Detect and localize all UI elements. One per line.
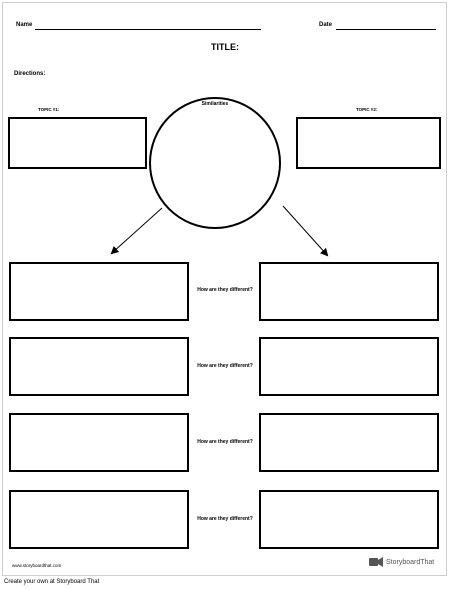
footer-site[interactable]: www.storyboardthat.com: [12, 563, 62, 568]
difference-box-right-2: [259, 337, 439, 396]
topic2-box: [296, 117, 441, 169]
difference-question-4: How are they different?: [197, 516, 253, 522]
similarities-label: Similarities: [201, 101, 229, 107]
directions-label: Directions:: [14, 71, 46, 77]
worksheet-title: TITLE:: [211, 42, 239, 52]
difference-box-right-1: [259, 262, 439, 321]
storyboard-logo-icon: [369, 557, 383, 567]
storyboardthat-logo[interactable]: [369, 557, 434, 567]
difference-box-right-4: [259, 490, 439, 549]
topic2-label: TOPIC #2:: [356, 107, 378, 112]
name-line: [35, 29, 261, 30]
topic1-label: TOPIC #1:: [38, 107, 60, 112]
difference-box-left-1: [9, 262, 189, 321]
name-label: Name: [16, 22, 33, 28]
difference-question-1: How are they different?: [197, 287, 253, 293]
date-line: [336, 29, 436, 30]
difference-question-3: How are they different?: [197, 439, 253, 445]
difference-box-left-2: [9, 337, 189, 396]
similarities-circle: [149, 97, 281, 229]
create-link[interactable]: Create your own at Storyboard That: [4, 579, 100, 585]
difference-box-left-4: [9, 490, 189, 549]
difference-question-2: How are they different?: [197, 363, 253, 369]
date-label: Date: [319, 22, 333, 28]
topic1-box: [8, 117, 147, 169]
difference-box-right-3: [259, 413, 439, 472]
logo-text: StoryboardThat: [386, 558, 435, 566]
difference-box-left-3: [9, 413, 189, 472]
